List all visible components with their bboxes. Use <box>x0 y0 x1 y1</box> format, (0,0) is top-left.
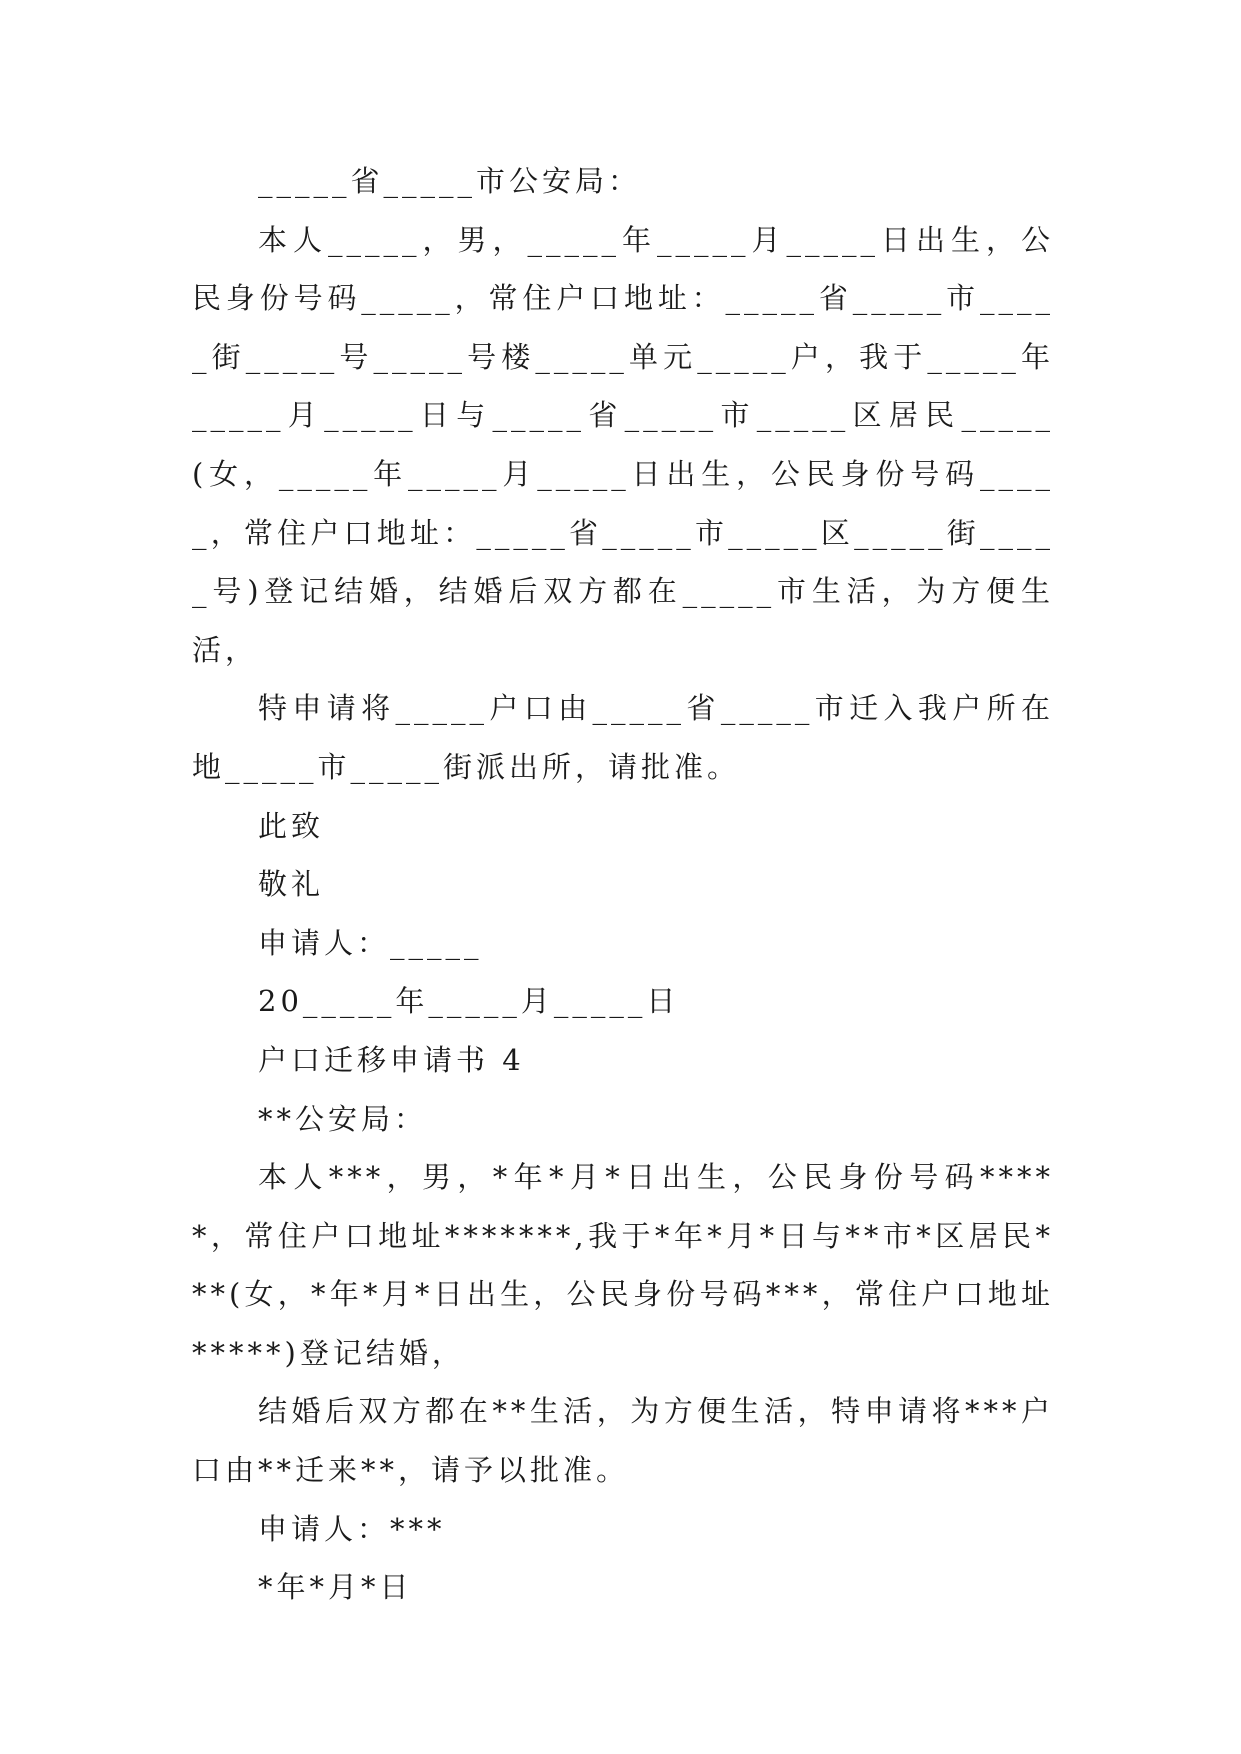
body-paragraph-4: 结婚后双方都在**生活，为方便生活，特申请将***户口由**迁来**，请予以批准。 <box>192 1394 1054 1488</box>
date-line-2: *年*月*日 <box>258 1570 413 1605</box>
closing-line-1: 此致 <box>258 808 325 843</box>
date-line: 20_____年_____月_____日 <box>258 984 680 1019</box>
body-paragraph-1: 本人_____，男，_____年_____月_____日出生，公民身份号码_____，常住户口地址：_____省_____市_____街_____号_____号楼_____单元_____户，我于_____年_____月_____日与_____省_____市_____区居民_____(女，_____年_____月_____日出生，公民身份号码_____，常住户口地址：_____省_____市_____区_____街_____号)登记结婚，结婚后双方都在_____市生活，为方便生活， <box>192 222 1054 667</box>
section-title: 户口迁移申请书 4 <box>258 1042 525 1077</box>
applicant-line-2: 申请人：*** <box>258 1511 446 1546</box>
applicant-line: 申请人：_____ <box>258 925 483 960</box>
salutation: _____省_____市公安局： <box>258 164 642 198</box>
closing-line-2: 敬礼 <box>258 867 325 902</box>
document-page <box>192 152 1054 1617</box>
body-paragraph-2: 特申请将_____户口由_____省_____市迁入我户所在地_____市_____街派出所，请批准。 <box>192 691 1054 784</box>
salutation-2: **公安局： <box>258 1101 428 1136</box>
body-paragraph-3: 本人***，男，*年*月*日出生，公民身份号码*****，常住户口地址*******,我于*年*月*日与**市*区居民***(女，*年*月*日出生，公民身份号码***，常住户口地址*****)登记结婚， <box>192 1160 1054 1370</box>
